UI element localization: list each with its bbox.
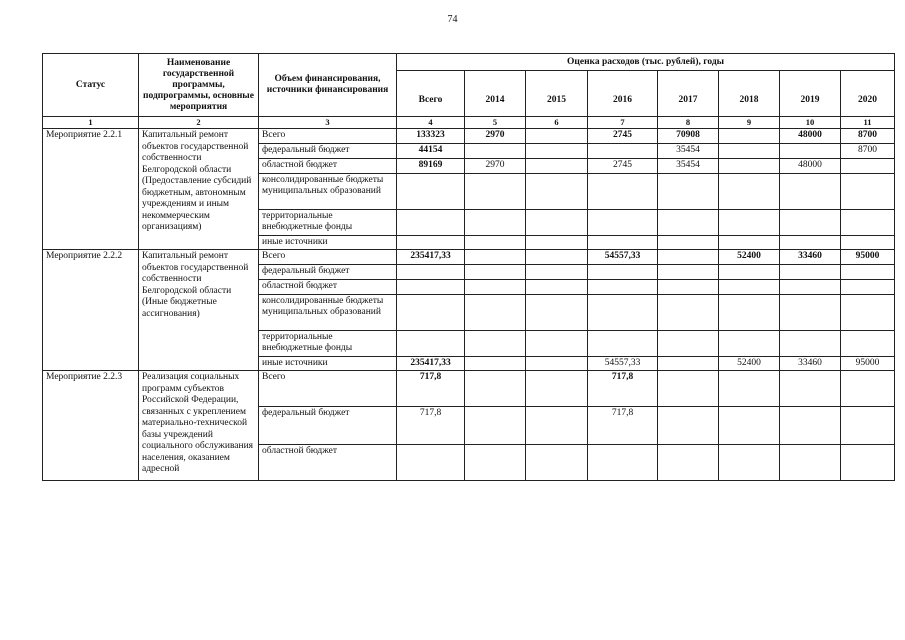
amount-cell: 717,8 bbox=[397, 371, 465, 407]
amount-cell bbox=[658, 210, 719, 236]
amount-cell bbox=[780, 445, 841, 481]
funding-source: областной бюджет bbox=[259, 280, 397, 295]
column-number: 3 bbox=[259, 117, 397, 129]
amount-cell bbox=[658, 265, 719, 280]
amount-cell: 2970 bbox=[465, 129, 526, 144]
amount-cell bbox=[719, 174, 780, 210]
column-number: 6 bbox=[526, 117, 588, 129]
amount-cell bbox=[397, 236, 465, 250]
amount-cell bbox=[841, 159, 895, 174]
amount-cell bbox=[719, 331, 780, 357]
amount-cell bbox=[526, 331, 588, 357]
header-year: 2015 bbox=[526, 71, 588, 117]
amount-cell bbox=[841, 265, 895, 280]
funding-source: Всего bbox=[259, 129, 397, 144]
amount-cell bbox=[465, 407, 526, 445]
amount-cell bbox=[658, 407, 719, 445]
funding-source: консолидированные бюджеты муниципальных образований bbox=[259, 174, 397, 210]
amount-cell bbox=[465, 357, 526, 371]
amount-cell: 52400 bbox=[719, 250, 780, 265]
header-year: 2016 bbox=[588, 71, 658, 117]
budget-table bbox=[42, 53, 895, 481]
amount-cell: 35454 bbox=[658, 144, 719, 159]
header-year: 2019 bbox=[780, 71, 841, 117]
funding-source: территориальные внебюджетные фонды bbox=[259, 210, 397, 236]
amount-cell bbox=[780, 295, 841, 331]
amount-cell bbox=[658, 357, 719, 371]
header-year: 2018 bbox=[719, 71, 780, 117]
header-year: 2020 bbox=[841, 71, 895, 117]
amount-cell bbox=[658, 280, 719, 295]
funding-source: федеральный бюджет bbox=[259, 265, 397, 280]
measure-status: Мероприятие 2.2.2 bbox=[43, 250, 139, 371]
funding-source: областной бюджет bbox=[259, 445, 397, 481]
measure-status: Мероприятие 2.2.1 bbox=[43, 129, 139, 250]
amount-cell bbox=[526, 210, 588, 236]
amount-cell bbox=[465, 250, 526, 265]
amount-cell bbox=[526, 129, 588, 144]
column-number: 2 bbox=[139, 117, 259, 129]
table-row bbox=[43, 250, 895, 265]
measure-status: Мероприятие 2.2.3 bbox=[43, 371, 139, 481]
amount-cell bbox=[526, 445, 588, 481]
column-number: 7 bbox=[588, 117, 658, 129]
amount-cell bbox=[719, 144, 780, 159]
amount-cell bbox=[588, 295, 658, 331]
amount-cell bbox=[841, 210, 895, 236]
funding-source: федеральный бюджет bbox=[259, 407, 397, 445]
amount-cell bbox=[719, 280, 780, 295]
amount-cell bbox=[719, 371, 780, 407]
amount-cell: 48000 bbox=[780, 129, 841, 144]
amount-cell bbox=[780, 407, 841, 445]
column-number: 10 bbox=[780, 117, 841, 129]
amount-cell bbox=[658, 250, 719, 265]
page-number: 74 bbox=[447, 14, 458, 25]
amount-cell: 54557,33 bbox=[588, 250, 658, 265]
amount-cell bbox=[526, 295, 588, 331]
measure-name: Капитальный ремонт объектов государственной собственности Белгородской области (Предоставление субсидий бюджетным, автономным учреждениям и иным некоммерческим организациям) bbox=[139, 129, 259, 250]
amount-cell: 54557,33 bbox=[588, 357, 658, 371]
amount-cell bbox=[780, 265, 841, 280]
amount-cell bbox=[658, 445, 719, 481]
amount-cell bbox=[588, 144, 658, 159]
amount-cell: 48000 bbox=[780, 159, 841, 174]
amount-cell: 89169 bbox=[397, 159, 465, 174]
amount-cell bbox=[841, 295, 895, 331]
amount-cell: 70908 bbox=[658, 129, 719, 144]
amount-cell bbox=[526, 407, 588, 445]
column-number: 4 bbox=[397, 117, 465, 129]
amount-cell bbox=[658, 331, 719, 357]
amount-cell bbox=[465, 445, 526, 481]
amount-cell bbox=[465, 236, 526, 250]
amount-cell bbox=[397, 295, 465, 331]
amount-cell: 95000 bbox=[841, 357, 895, 371]
funding-source: иные источники bbox=[259, 236, 397, 250]
amount-cell: 2745 bbox=[588, 159, 658, 174]
amount-cell bbox=[780, 236, 841, 250]
column-number: 5 bbox=[465, 117, 526, 129]
amount-cell bbox=[397, 265, 465, 280]
amount-cell bbox=[465, 174, 526, 210]
amount-cell bbox=[719, 295, 780, 331]
amount-cell: 717,8 bbox=[588, 371, 658, 407]
amount-cell bbox=[658, 174, 719, 210]
amount-cell bbox=[841, 371, 895, 407]
amount-cell bbox=[465, 371, 526, 407]
column-number: 9 bbox=[719, 117, 780, 129]
measure-name: Капитальный ремонт объектов государственной собственности Белгородской области (Иные бюджетные ассигнования) bbox=[139, 250, 259, 371]
amount-cell bbox=[526, 174, 588, 210]
amount-cell bbox=[719, 445, 780, 481]
amount-cell bbox=[526, 236, 588, 250]
amount-cell bbox=[526, 280, 588, 295]
funding-source: Всего bbox=[259, 371, 397, 407]
amount-cell bbox=[588, 445, 658, 481]
amount-cell bbox=[841, 236, 895, 250]
header-year: 2014 bbox=[465, 71, 526, 117]
amount-cell bbox=[658, 236, 719, 250]
amount-cell bbox=[780, 144, 841, 159]
amount-cell bbox=[588, 280, 658, 295]
amount-cell bbox=[719, 236, 780, 250]
amount-cell bbox=[719, 210, 780, 236]
amount-cell bbox=[465, 144, 526, 159]
measure-name: Реализация социальных программ субъектов Российской Федерации, связанных с укреплением материально-технической базы учреждений социального обслуживания населения, оказанием адресной bbox=[139, 371, 259, 481]
table-row bbox=[43, 371, 895, 407]
amount-cell bbox=[841, 280, 895, 295]
amount-cell bbox=[397, 280, 465, 295]
header-volume: Объем финансирования, источники финансирования bbox=[259, 54, 397, 117]
amount-cell bbox=[526, 144, 588, 159]
amount-cell bbox=[397, 331, 465, 357]
amount-cell bbox=[719, 407, 780, 445]
column-number: 8 bbox=[658, 117, 719, 129]
amount-cell bbox=[780, 371, 841, 407]
column-number: 1 bbox=[43, 117, 139, 129]
amount-cell: 2745 bbox=[588, 129, 658, 144]
amount-cell bbox=[465, 210, 526, 236]
amount-cell: 35454 bbox=[658, 159, 719, 174]
amount-cell: 52400 bbox=[719, 357, 780, 371]
header-year: Всего bbox=[397, 71, 465, 117]
amount-cell bbox=[780, 331, 841, 357]
amount-cell bbox=[719, 159, 780, 174]
amount-cell bbox=[841, 174, 895, 210]
amount-cell: 33460 bbox=[780, 357, 841, 371]
amount-cell: 8700 bbox=[841, 144, 895, 159]
amount-cell bbox=[526, 159, 588, 174]
amount-cell bbox=[780, 210, 841, 236]
funding-source: территориальные внебюджетные фонды bbox=[259, 331, 397, 357]
amount-cell bbox=[526, 250, 588, 265]
amount-cell bbox=[719, 265, 780, 280]
amount-cell: 133323 bbox=[397, 129, 465, 144]
amount-cell bbox=[465, 295, 526, 331]
column-number: 11 bbox=[841, 117, 895, 129]
amount-cell bbox=[465, 280, 526, 295]
amount-cell bbox=[841, 445, 895, 481]
amount-cell bbox=[397, 210, 465, 236]
amount-cell bbox=[780, 280, 841, 295]
amount-cell: 2970 bbox=[465, 159, 526, 174]
funding-source: федеральный бюджет bbox=[259, 144, 397, 159]
amount-cell: 33460 bbox=[780, 250, 841, 265]
amount-cell bbox=[588, 236, 658, 250]
funding-source: областной бюджет bbox=[259, 159, 397, 174]
amount-cell bbox=[658, 295, 719, 331]
amount-cell bbox=[658, 371, 719, 407]
amount-cell: 95000 bbox=[841, 250, 895, 265]
amount-cell bbox=[465, 265, 526, 280]
amount-cell bbox=[465, 331, 526, 357]
amount-cell: 44154 bbox=[397, 144, 465, 159]
funding-source: иные источники bbox=[259, 357, 397, 371]
amount-cell bbox=[588, 331, 658, 357]
funding-source: Всего bbox=[259, 250, 397, 265]
amount-cell bbox=[397, 445, 465, 481]
amount-cell bbox=[397, 174, 465, 210]
amount-cell bbox=[719, 129, 780, 144]
header-estimate: Оценка расходов (тыс. рублей), годы bbox=[397, 54, 895, 71]
amount-cell bbox=[780, 174, 841, 210]
amount-cell: 8700 bbox=[841, 129, 895, 144]
amount-cell bbox=[588, 174, 658, 210]
funding-source: консолидированные бюджеты муниципальных образований bbox=[259, 295, 397, 331]
amount-cell bbox=[588, 265, 658, 280]
amount-cell bbox=[526, 371, 588, 407]
amount-cell bbox=[588, 210, 658, 236]
amount-cell: 235417,33 bbox=[397, 250, 465, 265]
amount-cell bbox=[841, 407, 895, 445]
amount-cell: 717,8 bbox=[588, 407, 658, 445]
amount-cell: 235417,33 bbox=[397, 357, 465, 371]
header-status: Статус bbox=[43, 54, 139, 117]
header-name: Наименование государственной программы, подпрограммы, основные мероприятия bbox=[139, 54, 259, 117]
amount-cell bbox=[526, 265, 588, 280]
amount-cell: 717,8 bbox=[397, 407, 465, 445]
table-row bbox=[43, 129, 895, 144]
amount-cell bbox=[526, 357, 588, 371]
header-year: 2017 bbox=[658, 71, 719, 117]
amount-cell bbox=[841, 331, 895, 357]
